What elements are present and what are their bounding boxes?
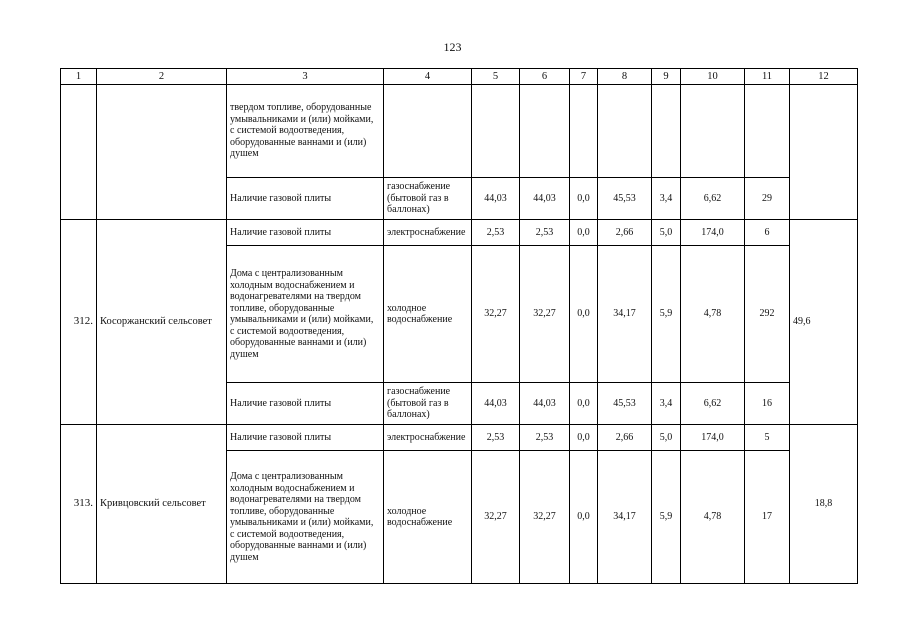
cell-value: 32,27 <box>472 246 520 383</box>
cell-value: 292 <box>745 246 790 383</box>
cell-description: Наличие газовой плиты <box>227 383 384 425</box>
cell-description: Наличие газовой плиты <box>227 425 384 451</box>
header-row <box>61 69 858 85</box>
cell-empty <box>652 85 681 178</box>
cell-value: 44,03 <box>472 178 520 220</box>
cell-total: 18,8 <box>790 425 858 584</box>
cell-value: 34,17 <box>598 246 652 383</box>
cell-value: 5,9 <box>652 246 681 383</box>
header-cell: 1 <box>61 69 97 85</box>
cell-value: 32,27 <box>520 451 570 584</box>
cell-value: 45,53 <box>598 383 652 425</box>
cell-service: электроснабжение <box>384 425 472 451</box>
cell-value: 17 <box>745 451 790 584</box>
cell-value: 2,53 <box>472 425 520 451</box>
cell-description: твердом топливе, оборудованные умывальниками и (или) мойками, с системой водоотведения, оборудованные ваннами и (или) душем <box>227 85 384 178</box>
cell-value: 5,0 <box>652 425 681 451</box>
cell-value: 0,0 <box>570 383 598 425</box>
header-cell: 10 <box>681 69 745 85</box>
cell-service: газоснабжение (бытовой газ в баллонах) <box>384 178 472 220</box>
header-cell: 6 <box>520 69 570 85</box>
cell-value: 29 <box>745 178 790 220</box>
cell-value: 2,66 <box>598 220 652 246</box>
cell-value: 5,0 <box>652 220 681 246</box>
cell-description: Наличие газовой плиты <box>227 178 384 220</box>
cell-empty <box>97 85 227 220</box>
cell-value: 16 <box>745 383 790 425</box>
tariff-table <box>60 68 858 584</box>
cell-value: 3,4 <box>652 383 681 425</box>
header-cell: 4 <box>384 69 472 85</box>
header-cell: 5 <box>472 69 520 85</box>
cell-value: 3,4 <box>652 178 681 220</box>
municipality-name: Кривцовский сельсовет <box>97 425 227 584</box>
cell-value: 32,27 <box>520 246 570 383</box>
header-cell: 8 <box>598 69 652 85</box>
cell-service: газоснабжение (бытовой газ в баллонах) <box>384 383 472 425</box>
cell-empty <box>681 85 745 178</box>
cell-empty <box>61 85 97 220</box>
cell-value: 0,0 <box>570 451 598 584</box>
cell-value: 6 <box>745 220 790 246</box>
header-cell: 12 <box>790 69 858 85</box>
cell-service: электроснабжение <box>384 220 472 246</box>
cell-description: Наличие газовой плиты <box>227 220 384 246</box>
cell-value: 0,0 <box>570 220 598 246</box>
row-number: 313. <box>61 425 97 584</box>
cell-empty <box>570 85 598 178</box>
table-row <box>61 85 858 178</box>
cell-value: 32,27 <box>472 451 520 584</box>
cell-value: 0,0 <box>570 246 598 383</box>
cell-value: 45,53 <box>598 178 652 220</box>
page-number: 123 <box>443 40 462 54</box>
cell-value: 174,0 <box>681 220 745 246</box>
cell-value: 4,78 <box>681 246 745 383</box>
cell-value: 44,03 <box>520 383 570 425</box>
cell-value: 44,03 <box>472 383 520 425</box>
cell-empty <box>472 85 520 178</box>
header-cell: 9 <box>652 69 681 85</box>
cell-value: 5 <box>745 425 790 451</box>
table-row <box>61 220 858 246</box>
cell-value: 6,62 <box>681 383 745 425</box>
cell-value: 34,17 <box>598 451 652 584</box>
header-cell: 7 <box>570 69 598 85</box>
cell-value: 5,9 <box>652 451 681 584</box>
header-cell: 3 <box>227 69 384 85</box>
cell-empty <box>790 85 858 220</box>
cell-value: 174,0 <box>681 425 745 451</box>
cell-empty <box>520 85 570 178</box>
cell-value: 2,53 <box>472 220 520 246</box>
cell-total: 49,6 <box>790 220 858 425</box>
table-row <box>61 425 858 451</box>
cell-value: 44,03 <box>520 178 570 220</box>
cell-value: 0,0 <box>570 425 598 451</box>
cell-value: 0,0 <box>570 178 598 220</box>
header-cell: 2 <box>97 69 227 85</box>
municipality-name: Косоржанский сельсовет <box>97 220 227 425</box>
cell-description: Дома с централизованным холодным водоснабжением и водонагревателями на твердом топливе, оборудованные умывальниками и (или) мойками, с системой водоотведения, оборудованные ваннами и (или) душем <box>227 451 384 584</box>
cell-value: 2,66 <box>598 425 652 451</box>
cell-empty <box>598 85 652 178</box>
cell-service: холодное водоснабжение <box>384 246 472 383</box>
cell-value: 6,62 <box>681 178 745 220</box>
cell-value: 2,53 <box>520 425 570 451</box>
cell-service: холодное водоснабжение <box>384 451 472 584</box>
cell-empty <box>384 85 472 178</box>
row-number: 312. <box>61 220 97 425</box>
cell-value: 2,53 <box>520 220 570 246</box>
cell-description: Дома с централизованным холодным водоснабжением и водонагревателями на твердом топливе, оборудованные умывальниками и (или) мойками, с системой водоотведения, оборудованные ваннами и (или) душем <box>227 246 384 383</box>
cell-value: 4,78 <box>681 451 745 584</box>
cell-empty <box>745 85 790 178</box>
header-cell: 11 <box>745 69 790 85</box>
